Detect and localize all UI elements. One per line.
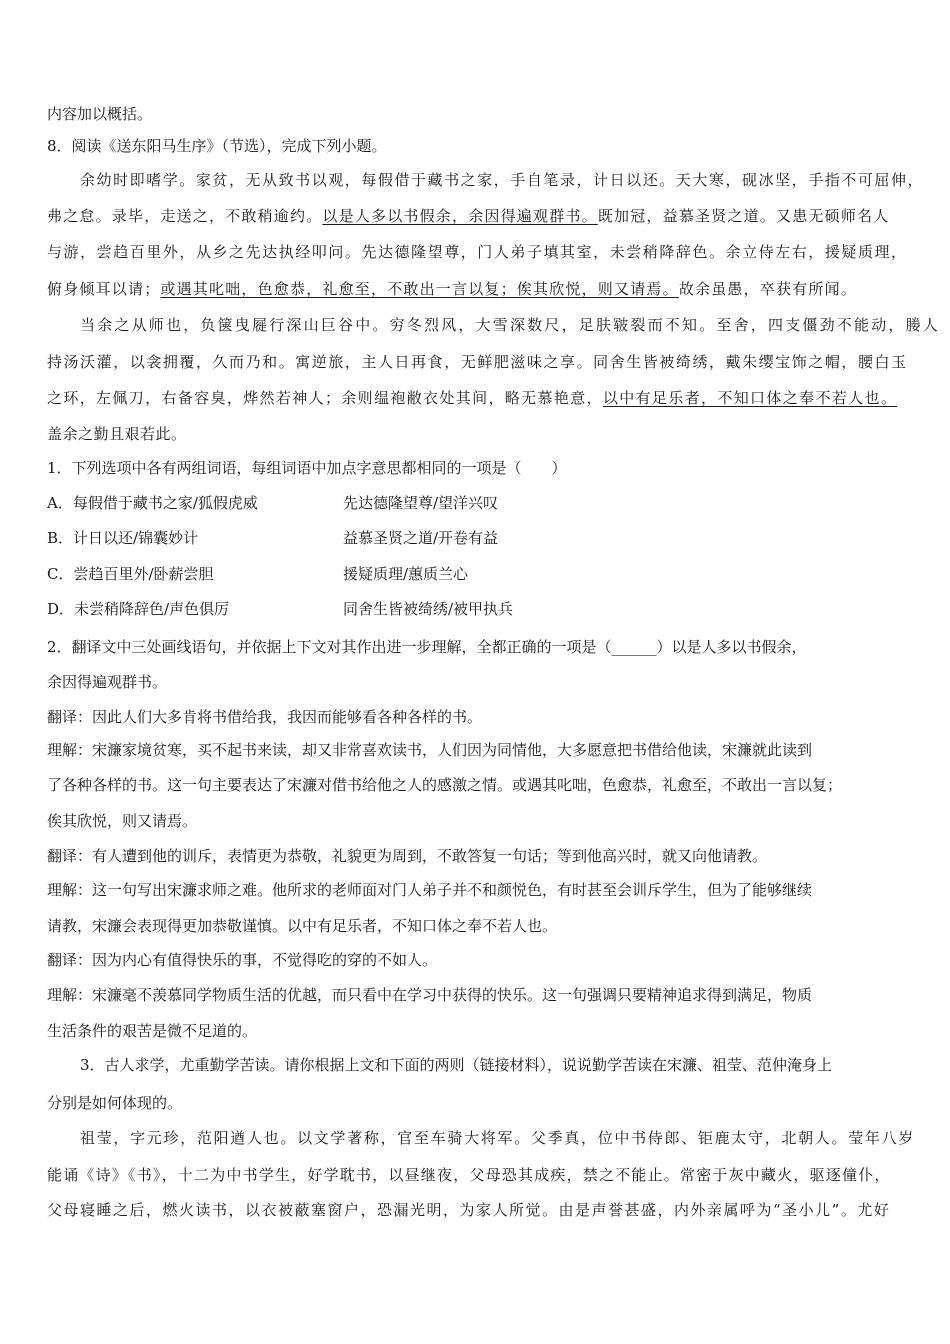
option-c[interactable]: C．尝趋百里外/卧薪尝胆 援疑质理/蕙质兰心 [47,565,469,583]
passage-line: 俯身倾耳以请；或遇其叱咄，色愈恭，礼愈至，不敢出一言以复；俟其欣悦，则又请焉。故余虽愚，卒获有所闻。 [47,280,858,298]
material-line: 父母寝睡之后，燃火读书，以衣被蔽塞窗户，恐漏光明，为家人所觉。由是声誉甚盛，内外亲属呼为“圣小儿”。尤好 [47,1201,891,1219]
text-line: 翻译：因为内心有值得快乐的事，不觉得吃的穿的不如人。 [47,951,438,969]
question-2: 2．翻译文中三处画线语句，并依据上下文对其作出进一步理解，全都正确的一项是（______）以是人多以书假余， [47,638,807,656]
option-a[interactable]: A．每假借于藏书之家/狐假虎威 先达德隆望尊/望洋兴叹 [47,494,499,512]
passage-line: 当余之从师也，负箧曳屣行深山巨谷中。穷冬烈风，大雪深数尺，足肤皲裂而不知。至舍，四支僵劲不能动，媵人 [80,316,941,334]
option-d[interactable]: D．未尝稍降辞色/声色俱厉 同舍生皆被绮绣/被甲执兵 [47,600,514,618]
underlined-sentence: 或遇其叱咄，色愈恭，礼愈至，不敢出一言以复；俟其欣悦，则又请焉。 [160,280,679,298]
text-line: 俟其欣悦，则又请焉。 [47,812,198,830]
material-line: 能诵《诗》《书》，十二为中书学生，好学耽书，以昼继夜，父母恐其成疾，禁之不能止。常密于灰中藏火，驱逐僮仆， [47,1166,891,1184]
passage-line: 弗之怠。录毕，走送之，不敢稍逾约。以是人多以书假余，余因得遍观群书。既加冠，益慕圣贤之道。又患无硕师名人 [47,207,890,225]
text-line: 翻译：因此人们大多肯将书借给我，我因而能够看各种各样的书。 [47,708,483,726]
passage-line: 之环，左佩刀，右备容臭，烨然若神人；余则缊袍敝衣处其间，略无慕艳意，以中有足乐者，不知口体之奉不若人也。 [47,389,898,407]
text-line: 余因得遍观群书。 [47,673,168,691]
underlined-sentence: 以中有足乐者，不知口体之奉不若人也。 [602,389,898,407]
text-line: 分别是如何体现的。 [47,1094,183,1112]
passage-line: 与游，尝趋百里外，从乡之先达执经叩问。先达德隆望尊，门人弟子填其室，未尝稍降辞色。余立侍左右，援疑质理， [47,243,908,261]
text-line: 翻译：有人遭到他的训斥，表情更为恭敬，礼貌更为周到，不敢答复一句话；等到他高兴时，就又向他请教。 [47,847,768,865]
passage-line: 盖余之勤且艰若此。 [47,425,187,443]
passage-line: 余幼时即嗜学。家贫，无从致书以观，每假借于藏书之家，手自笔录，计日以还。天大寒，砚冰坚，手指不可屈伸， [80,171,925,189]
text-line: 生活条件的艰苦是微不足道的。 [47,1022,258,1040]
question-3: 3．古人求学，尤重勤学苦读。请你根据上文和下面的两则（链接材料），说说勤学苦读在宋濂、祖莹、范仲淹身上 [80,1056,833,1074]
option-b[interactable]: B．计日以还/锦囊妙计 益慕圣贤之道/开卷有益 [47,529,499,547]
text-line: 请教，宋濂会表现得更加恭敬谨慎。以中有足乐者，不知口体之奉不若人也。 [47,917,558,935]
question-1: 1．下列选项中各有两组词语，每组词语中加点字意思都相同的一项是（ ） [47,459,567,477]
text-line: 理解：宋濂家境贫寒，买不起书来读，却又非常喜欢读书，人们因为同情他，大多愿意把书借给他读，宋濂就此读到 [47,741,813,759]
material-line: 祖莹，字元珍，范阳遒人也。以文学著称，官至车骑大将军。父季真，位中书侍郎、钜鹿太守，北朝人。莹年八岁 [80,1129,916,1147]
underlined-sentence: 以是人多以书假余，余因得遍观群书。 [322,207,598,225]
text-line: 理解：这一句写出宋濂求师之难。他所求的老师面对门人弟子并不和颜悦色，有时甚至会训斥学生，但为了能够继续 [47,881,813,899]
passage-line: 持汤沃灌，以衾拥覆，久而乃和。寓逆旅，主人日再食，无鲜肥滋味之享。同舍生皆被绮绣，戴朱缨宝饰之帽，腰白玉 [47,353,908,371]
text-line: 内容加以概括。 [47,105,153,123]
text-line: 理解：宋濂毫不羡慕同学物质生活的优越，而只看中在学习中获得的快乐。这一句强调只要精神追求得到满足，物质 [47,986,813,1004]
text-line: 了各种各样的书。这一句主要表达了宋濂对借书给他之人的感激之情。或遇其叱咄，色愈恭，礼愈至，不敢出一言以复； [47,776,843,794]
question-heading: 8．阅读《送东阳马生序》（节选），完成下列小题。 [47,137,387,155]
